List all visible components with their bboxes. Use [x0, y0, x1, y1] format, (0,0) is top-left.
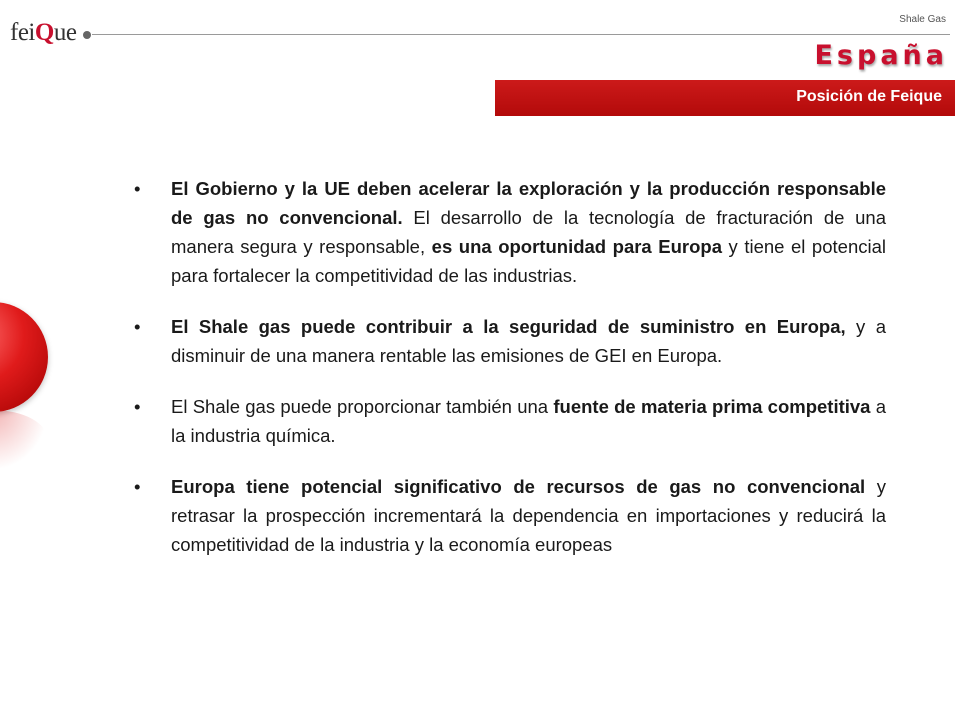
feique-logo — [10, 18, 76, 48]
bullet-text-bold: Europa tiene potencial significativo de recursos de gas no convencional — [171, 476, 866, 497]
decorative-sphere-reflection — [0, 410, 48, 470]
logo-text-q: Q — [34, 19, 54, 46]
logo-text-part3: ue — [53, 19, 77, 46]
bullet-text-bold: fuente de materia prima competitiva — [553, 396, 871, 417]
bullet-marker: • — [134, 316, 141, 337]
bullet-text-bold: es una oportunidad para Europa — [431, 236, 722, 257]
bullet-item — [134, 392, 886, 450]
page-title: España — [814, 40, 948, 71]
bullet-item — [134, 472, 886, 559]
bullet-list — [134, 174, 886, 581]
header-divider — [92, 34, 950, 35]
bullet-text: y tiene el potencial para fortalecer la competitividad de las industrias. — [171, 236, 886, 286]
logo-dot — [83, 31, 91, 39]
bullet-text: El Shale gas puede proporcionar también una — [171, 396, 554, 417]
bullet-text: y retrasar la prospección incrementará la dependencia en importaciones y reducirá la competitividad de la industria y la economía europeas — [171, 476, 887, 555]
bullet-item — [134, 312, 886, 370]
bullet-marker: • — [134, 178, 141, 199]
bullet-text-bold: El Shale gas puede contribuir a la seguridad de suministro en Europa, — [171, 316, 846, 337]
bullet-text: y a disminuir de una manera rentable las emisiones de GEI en Europa. — [171, 316, 886, 366]
bullet-text: a la industria química. — [171, 396, 887, 446]
section-label: Shale Gas — [899, 14, 946, 25]
bullet-item — [134, 174, 886, 290]
bullet-text: El desarrollo de la tecnología de fracturación de una manera segura y responsable, — [171, 207, 886, 257]
decorative-red-sphere — [0, 302, 48, 412]
subtitle-banner — [495, 80, 955, 116]
bullet-marker: • — [134, 476, 141, 497]
bullet-marker: • — [134, 396, 141, 417]
logo-text-part1: fei — [10, 19, 35, 46]
bullet-text-bold: El Gobierno y la UE deben acelerar la exploración y la producción responsable de gas no convencional. — [171, 178, 886, 228]
subtitle-banner-text: Posición de Feique — [796, 88, 942, 105]
